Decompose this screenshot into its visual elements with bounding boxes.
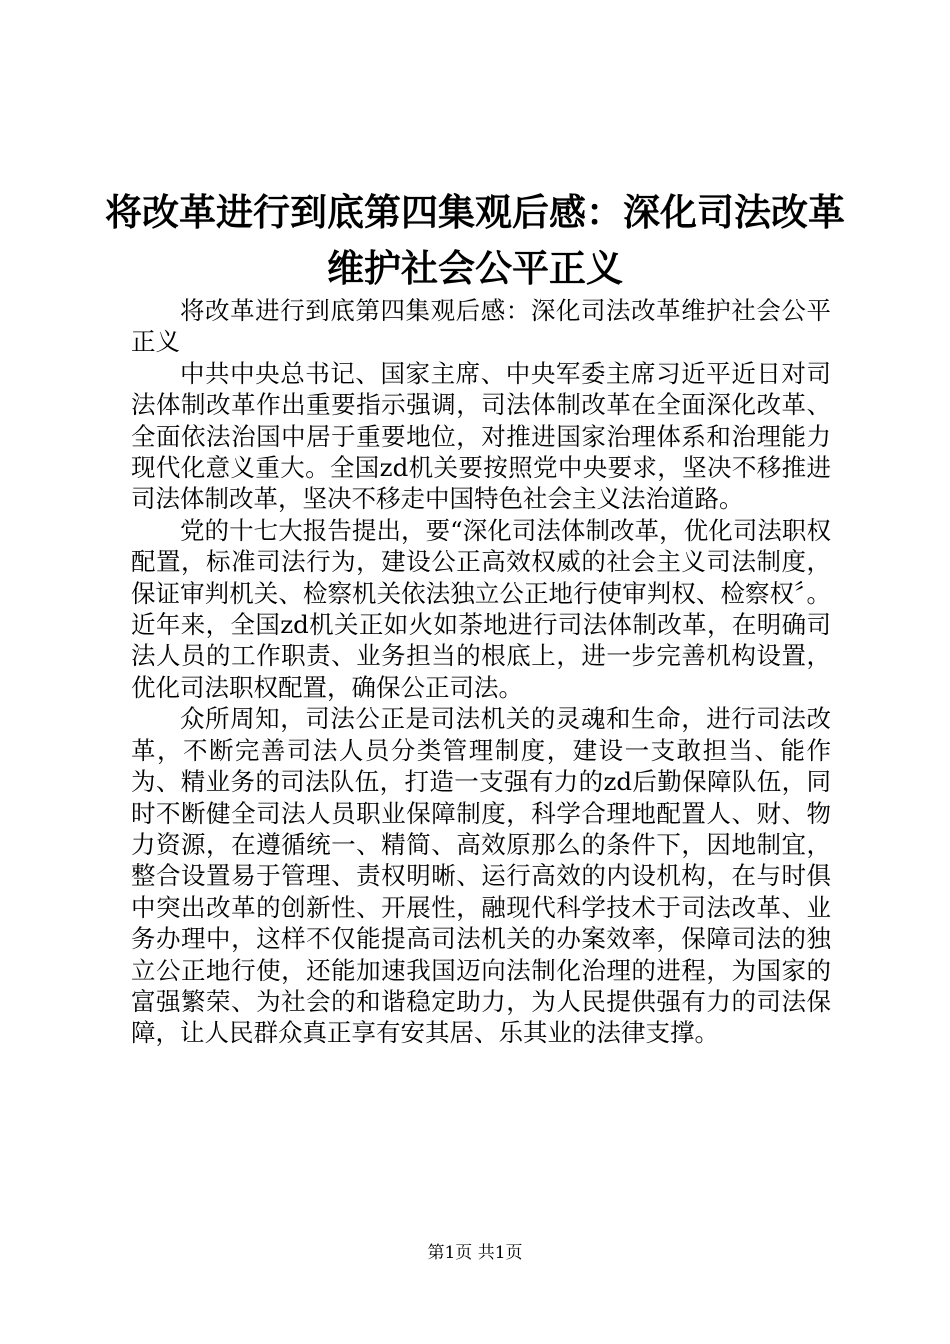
document-title-line-1: 将改革进行到底第四集观后感：深化司法改革 xyxy=(105,190,845,234)
paragraph: 众所周知，司法公正是司法机关的灵魂和生命，进行司法改革，不断完善司法人员分类管理制度，建设一支敢担当、能作为、精业务的司法队伍，打造一支强有力的zd后勤保障队伍，同时不断健全司法人员职业保障制度，科学合理地配置人、财、物力资源，在遵循统一、精简、高效原那么的条件下，因地制宜，整合设置易于管理、责权明晰、运行高效的内设机构，在与时俱中突出改革的创新性、开展性，融现代科学技术于司法改革、业务办理中，这样不仅能提高司法机关的办案效率，保障司法的独立公正地行使，还能加速我国迈向法制化治理的进程，为国家的富强繁荣、为社会的和谐稳定助力，为人民提供强有力的司法保障，让人民群众真正享有安其居、乐其业的法律支撑。 xyxy=(131,704,831,1048)
paragraph: 将改革进行到底第四集观后感：深化司法改革维护社会公平正义 xyxy=(131,296,831,357)
paragraph: 党的十七大报告提出，要“深化司法体制改革，优化司法职权配置，标准司法行为，建设公正高效权威的社会主义司法制度，保证审判机关、检察机关依法独立公正地行使审判权、检察权〞。近年来，全国zd机关正如火如荼地进行司法体制改革，在明确司法人员的工作职责、业务担当的根底上，进一步完善机构设置，优化司法职权配置，确保公正司法。 xyxy=(131,515,831,702)
page-number-footer: 第1页 共1页 xyxy=(427,1243,523,1263)
document-body xyxy=(131,295,831,1049)
paragraph: 中共中央总书记、国家主席、中央军委主席习近平近日对司法体制改革作出重要指示强调，司法体制改革在全面深化改革、全面依法治国中居于重要地位，对推进国家治理体系和治理能力现代化意义重大。全国zd机关要按照党中央要求，坚决不移推进司法体制改革，坚决不移走中国特色社会主义法治道路。 xyxy=(131,358,831,514)
document-title-line-2: 维护社会公平正义 xyxy=(327,246,623,290)
